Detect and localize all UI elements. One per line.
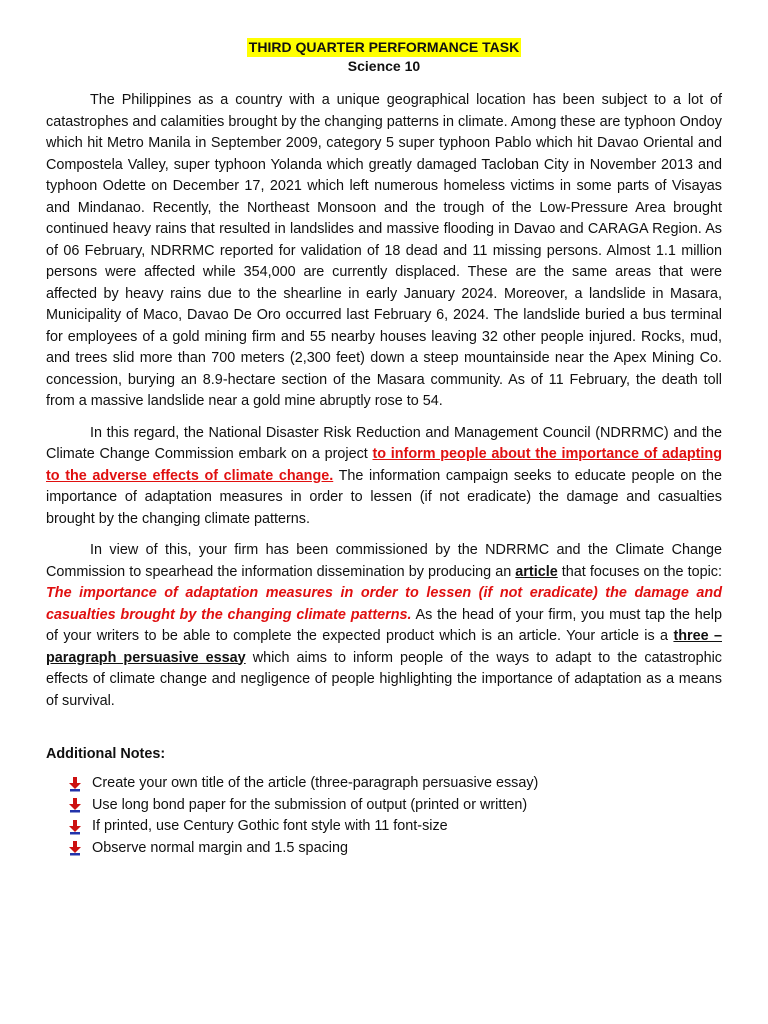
list-item: [68, 773, 722, 795]
list-item: [68, 795, 722, 817]
article-keyword: article: [515, 563, 558, 580]
arrow-down-bullet-icon: [68, 776, 82, 792]
paragraph-background: The Philippines as a country with a unique geographical location has been subject to a lot of catastrophes and calamities brought by the changing patterns in climate. Among these are typhoon Ondoy which hit Metro Manila in September 2009, category 5 super typhoon Pablo which hit Davao Oriental and Compostela Valley, super typhoon Yolanda which greatly damaged Tacloban City in November 2013 and typhoon Odette on December 17, 2021 which left numerous homeless victims in some parts of Visayas and Mindanao. Recently, the Northeast Monsoon and the trough of the Low-Pressure Area brought continued heavy rains that resulted in landslides and massive flooding in Davao and CARAGA Region. As of 06 February, NDRRMC reported for validation of 18 dead and 11 missing persons. Almost 1.1 million persons were affected while 354,000 are currently displaced. These are the same areas that were affected by heavy rains due to the shearline in early January 2024. Moreover, a landslide in Masara, Municipality of Maco, Davao De Oro occurred last February 6, 2024. The landslide buried a bus terminal for employees of a gold mining firm and 55 nearby houses leaving 32 other people injured. Rocks, mud, and trees slid more than 700 meters (2,300 feet) down a steep mountainside near the Apex Mining Co. concession, burying an 8.9-hectare section of the Masara community. As of 11 February, the death toll from a massive landslide near a gold mine abruptly rose to 54.: [46, 92, 722, 409]
list-item: [68, 838, 722, 860]
paragraph-task-text-1: In view of this, your firm has been commissioned by the NDRRMC and the Climate Change Commission to spearhead the information dissemination by producing an: [46, 542, 722, 580]
arrow-down-bullet-icon: [68, 840, 82, 856]
notes-list: [46, 773, 722, 859]
title-block: [46, 38, 722, 76]
note-text: If printed, use Century Gothic font style with 11 font-size: [92, 818, 448, 834]
paragraph-task-text-2: that focuses on the topic:: [557, 563, 723, 580]
list-item: [68, 816, 722, 838]
paragraph-task: [46, 540, 722, 712]
article-topic: The importance of adaptation measures in order to lessen (if not eradicate) the damage and casualties brought by the changing climate patterns.: [46, 585, 722, 623]
project-goal-highlight: to inform people about the importance of adapting to the adverse effects of climate change.: [46, 446, 723, 484]
note-text: Observe normal margin and 1.5 spacing: [92, 839, 348, 856]
essay-type-keyword: three – paragraph persuasive essay: [46, 628, 722, 666]
paragraph-project-text-2: The information campaign seeks to educate people on the importance of adaptation measures in order to lessen (if not eradicate) the damage and casualties brought by the changing climate patterns.: [46, 467, 722, 527]
document-title: THIRD QUARTER PERFORMANCE TASK: [248, 39, 520, 55]
arrow-down-bullet-icon: [68, 819, 82, 835]
arrow-down-bullet-icon: [68, 797, 82, 813]
paragraph-task-text-3: As the head of your firm, you must tap the help of your writers to be able to complete the expected product which is an article. Your article is a: [46, 606, 723, 644]
paragraph-project-text-1: In this regard, the National Disaster Risk Reduction and Management Council (NDRRMC) and the Climate Change Commission embark on a project: [46, 424, 722, 462]
note-text: Create your own title of the article (three-paragraph persuasive essay): [92, 775, 539, 791]
notes-heading: Additional Notes:: [46, 746, 166, 762]
paragraph-project: [46, 423, 722, 531]
paragraph-task-text-4: which aims to inform people of the ways to adapt to the catastrophic effects of climate change and negligence of people highlighting the importance of adaptation as a means of survival.: [46, 649, 722, 709]
document-subtitle: Science 10: [347, 58, 421, 74]
note-text: Use long bond paper for the submission of output (printed or written): [92, 796, 528, 813]
